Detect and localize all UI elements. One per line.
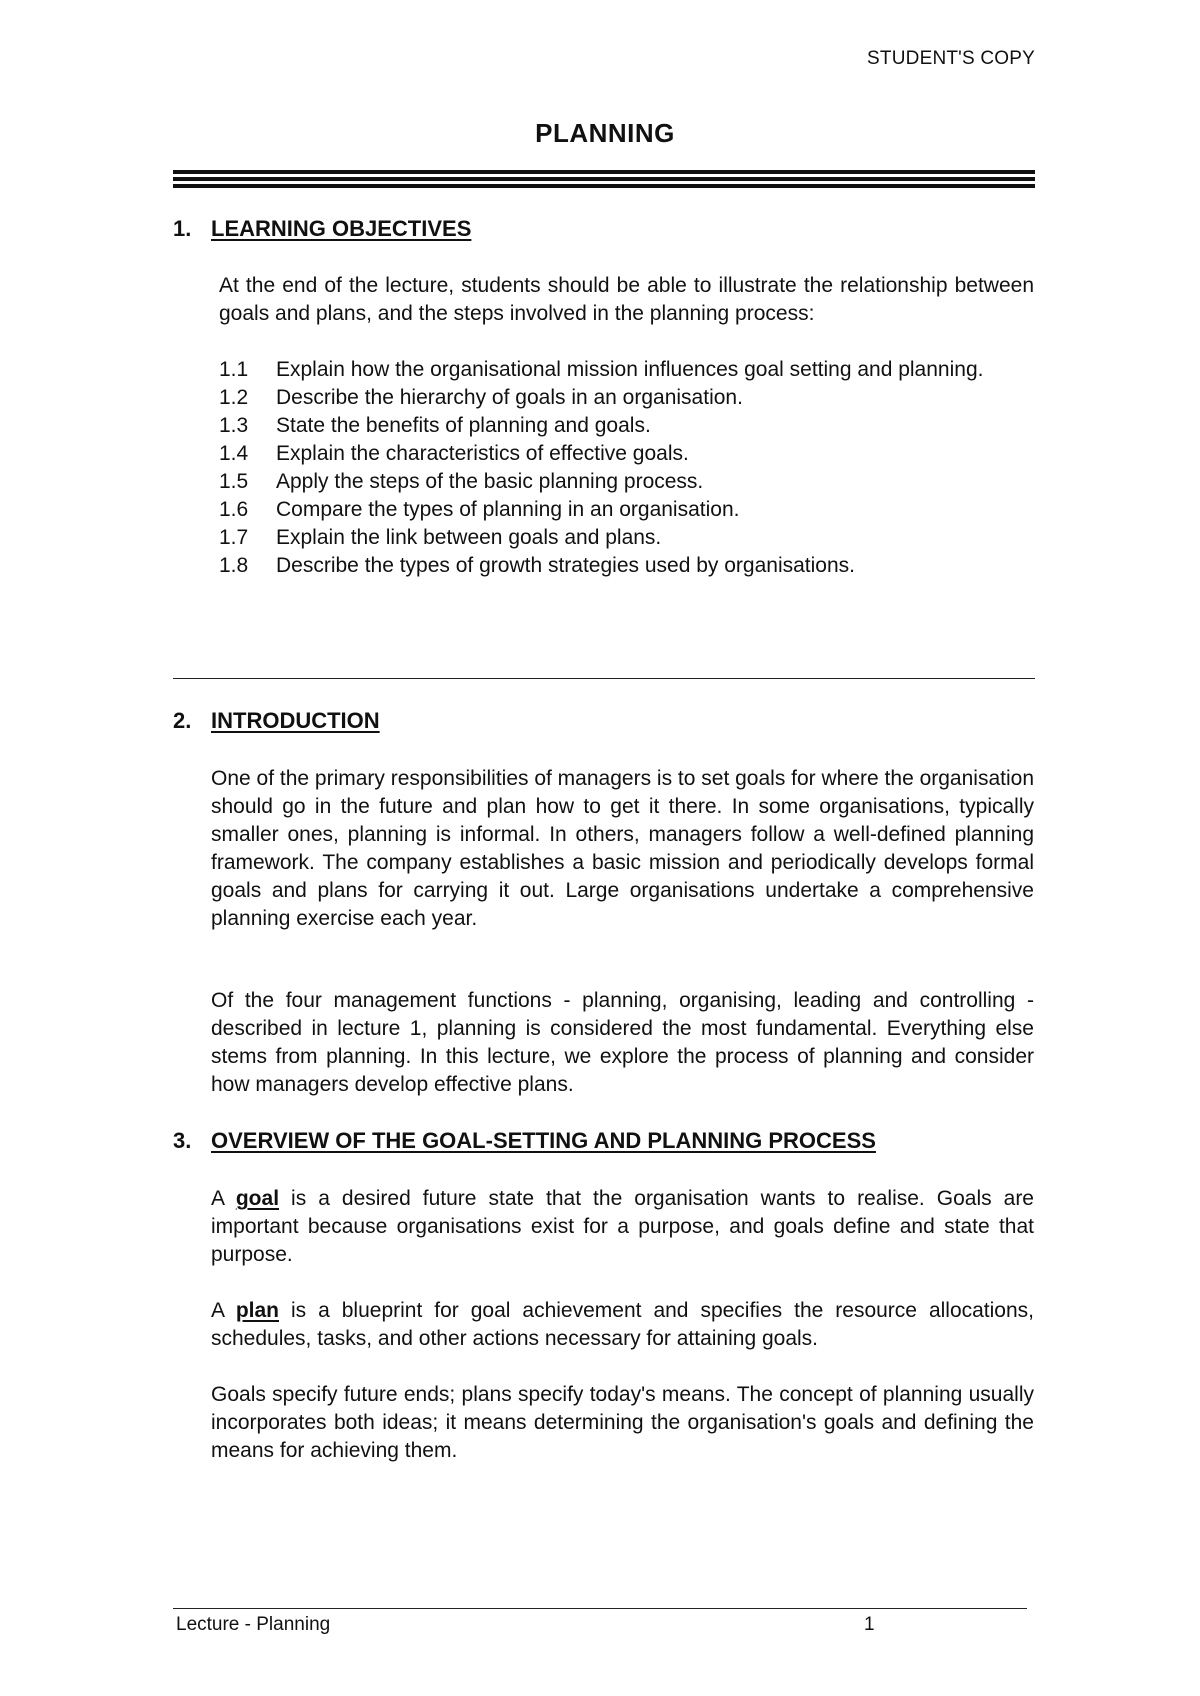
list-item	[219, 356, 1034, 384]
list-item	[219, 496, 1034, 524]
goal-def-post: is a desired future state that the organisation wants to realise. Goals are important because organisations exist for a purpose, and goals define and state that purpose.	[211, 1187, 1034, 1266]
item-text: Describe the hierarchy of goals in an organisation.	[276, 386, 743, 409]
section-2-heading	[173, 708, 380, 734]
item-text: Explain how the organisational mission influences goal setting and planning.	[276, 358, 984, 381]
item-number: 1.5	[219, 470, 249, 493]
intro-paragraph-2: Of the four management functions - planning, organising, leading and controlling - described in lecture 1, planning is considered the most fundamental. Everything else stems from planning. In this lecture, we explore the process of planning and consider how managers develop effective plans.	[211, 989, 1034, 1096]
item-number: 1.3	[219, 414, 249, 437]
list-item	[219, 468, 1034, 496]
item-text: Explain the characteristics of effective goals.	[276, 442, 689, 465]
list-item	[219, 412, 1034, 440]
item-text: State the benefits of planning and goals.	[276, 414, 651, 437]
title-triple-rule	[173, 170, 1035, 191]
item-text: Describe the types of growth strategies used by organisations.	[276, 554, 855, 577]
item-number: 1.8	[219, 554, 249, 577]
item-number: 1.1	[219, 358, 249, 381]
plan-def-post: is a blueprint for goal achievement and specifies the resource allocations, schedules, tasks, and other actions necessary for attaining goals.	[211, 1299, 1035, 1350]
goal-def-pre: A	[211, 1187, 236, 1210]
item-number: 1.7	[219, 526, 249, 549]
plan-def-pre: A	[211, 1299, 236, 1322]
page-title: PLANNING	[535, 118, 675, 148]
list-item	[219, 440, 1034, 468]
list-item	[219, 384, 1034, 412]
goals-plans-paragraph: Goals specify future ends; plans specify today's means. The concept of planning usually incorporates both ideas; it means determining the organisation's goals and defining the means for achieving them.	[211, 1383, 1034, 1462]
plan-term: plan	[235, 1299, 279, 1322]
rule-line	[173, 177, 1035, 181]
list-item	[219, 552, 1034, 580]
section-number: 1.	[173, 216, 192, 241]
goal-definition	[211, 1185, 1034, 1269]
section-title: OVERVIEW OF THE GOAL-SETTING AND PLANNING PROCESS	[211, 1128, 876, 1153]
section-divider	[173, 678, 1035, 679]
list-item	[219, 524, 1034, 552]
rule-line	[173, 170, 1035, 174]
section-3-heading	[173, 1128, 876, 1154]
students-copy-label: STUDENT'S COPY	[867, 48, 1035, 69]
item-text: Explain the link between goals and plans.	[276, 526, 662, 549]
intro-paragraph-1: One of the primary responsibilities of managers is to set goals for where the organisation should go in the future and plan how to get it there. In some organisations, typically smaller ones, planning is informal. In others, managers follow a well-defined planning framework. The company establishes a basic mission and periodically develops formal goals and plans for carrying it out. Large organisations undertake a comprehensive planning exercise each year.	[211, 767, 1034, 930]
footer-lecture-label: Lecture - Planning	[176, 1614, 331, 1635]
section-1-heading	[173, 216, 471, 242]
plan-definition	[211, 1297, 1034, 1353]
goal-term: goal	[235, 1187, 280, 1210]
page-number: 1	[864, 1614, 875, 1635]
section-number: 2.	[173, 708, 192, 733]
item-number: 1.2	[219, 386, 249, 409]
section-title: LEARNING OBJECTIVES	[211, 216, 472, 241]
section-title: INTRODUCTION	[211, 708, 380, 733]
rule-line	[173, 184, 1035, 188]
section-number: 3.	[173, 1128, 192, 1153]
footer-rule	[173, 1608, 1027, 1609]
item-number: 1.6	[219, 498, 249, 521]
item-number: 1.4	[219, 442, 249, 465]
item-text: Apply the steps of the basic planning process.	[276, 470, 704, 493]
item-text: Compare the types of planning in an organisation.	[276, 498, 740, 521]
objectives-list	[219, 356, 1034, 580]
objectives-intro: At the end of the lecture, students should be able to illustrate the relationship between goals and plans, and the steps involved in the planning process:	[219, 274, 1034, 325]
